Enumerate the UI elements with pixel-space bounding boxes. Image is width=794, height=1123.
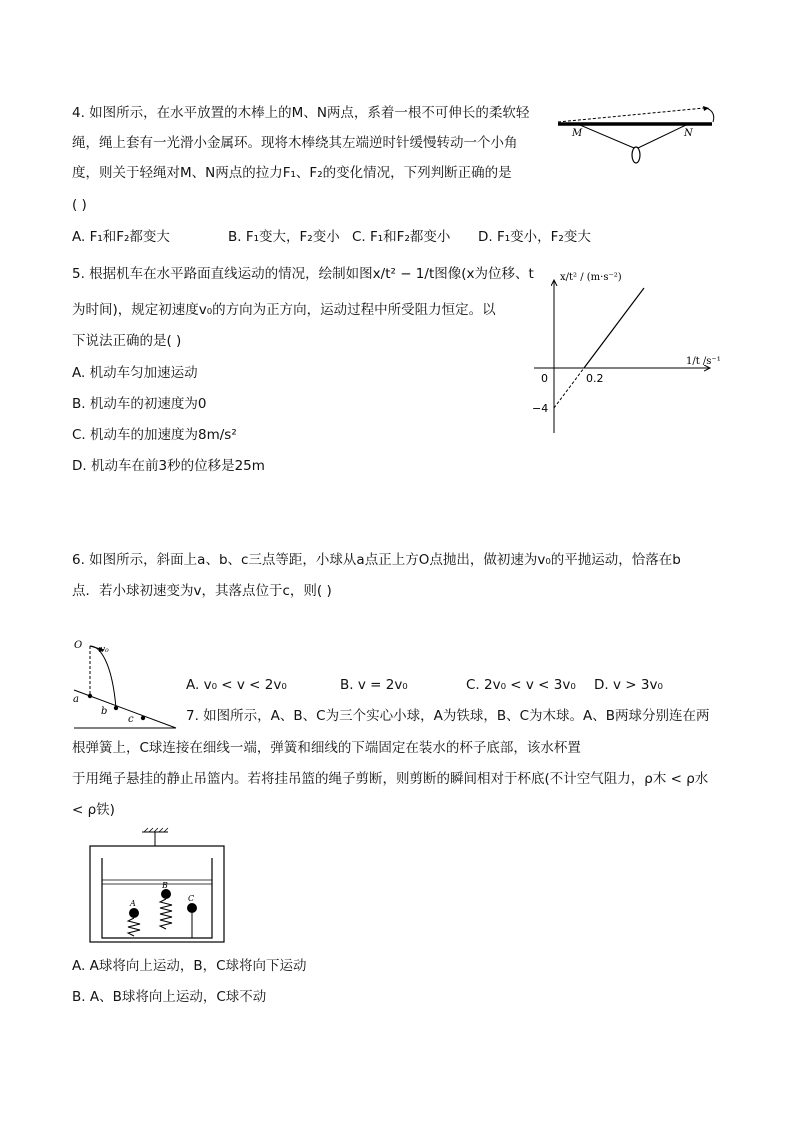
q6-label-v0: v₀ bbox=[100, 645, 109, 655]
q4-line-4: ( ) bbox=[72, 197, 87, 213]
q5-line-dashed bbox=[554, 368, 584, 408]
q6-line-2: 点．若小球初速变为v，其落点位于c，则( ) bbox=[72, 583, 332, 599]
q5-xlabel: 1/t /s⁻¹ bbox=[686, 356, 721, 367]
q6-line-1: 6. 如图所示，斜面上a、b、c三点等距，小球从a点正上方O点抛出，做初速为v₀的平抛运动，恰落在b bbox=[72, 552, 681, 568]
q6-figure bbox=[70, 632, 180, 734]
q5-origin-label: 0 bbox=[541, 372, 548, 385]
q7-line-1: 7. 如图所示，A、B、C为三个实心小球，A为铁球，B、C为木球。A、B两球分别连在两 bbox=[186, 708, 710, 724]
q6-option-d[interactable]: D. v > 3v₀ bbox=[594, 677, 663, 693]
q7-line-4: < ρ铁) bbox=[72, 802, 115, 818]
q4-label-n: N bbox=[684, 128, 693, 139]
q7-label-a: A bbox=[130, 899, 136, 908]
q7-figure bbox=[84, 826, 232, 944]
q4-option-d[interactable]: D. F₁变小，F₂变大 bbox=[478, 229, 591, 245]
q4-line-3: 度，则关于轻绳对M、N两点的拉力F₁、F₂的变化情况，下列判断正确的是 bbox=[72, 165, 512, 181]
q5-chart bbox=[526, 258, 726, 438]
q4-line-1: 4. 如图所示，在水平放置的木棒上的M、N两点，系着一根不可伸长的柔软轻 bbox=[72, 105, 530, 121]
q6-label-a: a bbox=[73, 694, 79, 705]
q7-option-b[interactable]: B. A、B球将向上运动，C球不动 bbox=[72, 989, 267, 1005]
q7-label-b: B bbox=[162, 881, 168, 890]
q5-line-solid bbox=[584, 288, 644, 368]
q6-label-b: b bbox=[101, 706, 108, 717]
q4-figure bbox=[556, 100, 724, 176]
q5-option-c[interactable]: C. 机动车的加速度为8m/s² bbox=[72, 427, 237, 443]
q5-x-tick: 0.2 bbox=[586, 372, 604, 385]
q4-label-m: M bbox=[572, 128, 583, 139]
q6-label-c: c bbox=[128, 714, 134, 725]
q7-line-3: 于用绳子悬挂的静止吊篮内。若将挂吊篮的绳子剪断，则剪断的瞬间相对于杯底(不计空气阻力，ρ木 < ρ水 bbox=[72, 771, 709, 787]
q7-line-2: 根弹簧上，C球连接在细线一端，弹簧和细线的下端固定在装水的杯子底部，该水杯置 bbox=[72, 740, 581, 756]
q6-label-o: O bbox=[74, 640, 83, 651]
q5-line-2: 为时间)，规定初速度v₀的方向为正方向，运动过程中所受阻力恒定。以 bbox=[72, 302, 496, 318]
q6-option-b[interactable]: B. v = 2v₀ bbox=[340, 677, 408, 693]
q5-line-3: 下说法正确的是( ) bbox=[72, 333, 182, 349]
q5-y-tick: −4 bbox=[532, 402, 549, 415]
q4-option-a[interactable]: A. F₁和F₂都变大 bbox=[72, 229, 170, 245]
q5-line-1: 5. 根据机车在水平路面直线运动的情况，绘制如图x/t² − 1/t图像(x为位移、t bbox=[72, 266, 534, 282]
q5-option-b[interactable]: B. 机动车的初速度为0 bbox=[72, 396, 207, 412]
q4-option-b[interactable]: B. F₁变大，F₂变小 bbox=[228, 229, 340, 245]
q7-label-c: C bbox=[188, 894, 195, 903]
q7-option-a[interactable]: A. A球将向上运动，B，C球将向下运动 bbox=[72, 958, 307, 974]
q6-option-c[interactable]: C. 2v₀ < v < 3v₀ bbox=[466, 677, 576, 693]
q5-option-d[interactable]: D. 机动车在前3秒的位移是25m bbox=[72, 458, 265, 474]
q5-ylabel: x/t² / (m·s⁻²) bbox=[560, 272, 622, 283]
q4-option-c[interactable]: C. F₁和F₂都变小 bbox=[352, 229, 451, 245]
q4-line-2: 绳，绳上套有一光滑小金属环。现将木棒绕其左端逆时针缓慢转动一个小角 bbox=[72, 135, 518, 151]
q5-option-a[interactable]: A. 机动车匀加速运动 bbox=[72, 365, 198, 381]
q6-option-a[interactable]: A. v₀ < v < 2v₀ bbox=[186, 677, 287, 693]
